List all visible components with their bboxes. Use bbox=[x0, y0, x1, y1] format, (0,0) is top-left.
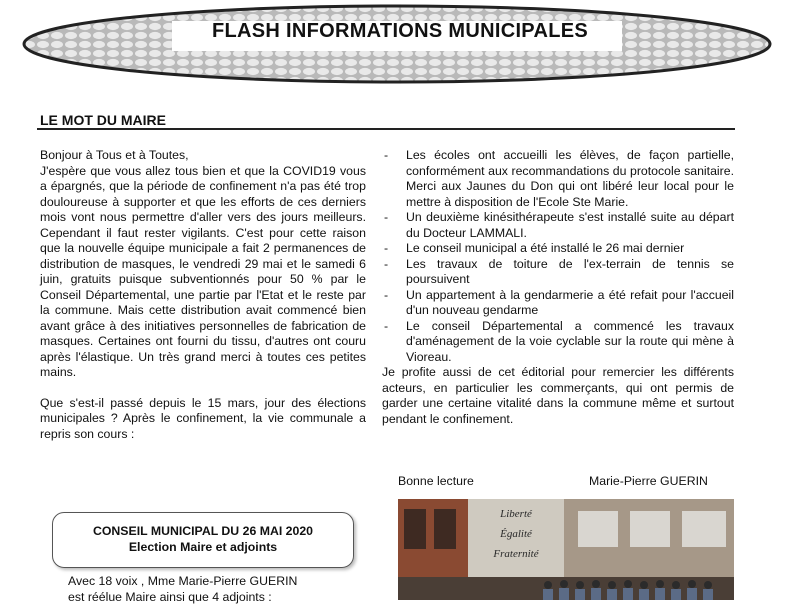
news-list bbox=[382, 148, 734, 365]
list-item-text: Un deuxième kinésithérapeute s'est installé suite au départ du Docteur LAMMALI. bbox=[406, 210, 734, 240]
list-item: - Un deuxième kinésithérapeute s'est installé suite au départ du Docteur LAMMALI. bbox=[382, 210, 734, 241]
council-box-subtitle: Election Maire et adjoints bbox=[53, 539, 353, 555]
list-item: - Les travaux de toiture de l'ex-terrain de tennis se poursuivent bbox=[382, 257, 734, 288]
list-item-text: Le conseil Départemental a commencé les travaux d'aménagement de la voie cyclable sur la route qui mène à Vioreau. bbox=[406, 319, 734, 364]
motto-text: Égalité bbox=[499, 528, 533, 540]
sign-off: Bonne lecture bbox=[398, 474, 474, 488]
council-box bbox=[52, 512, 354, 568]
list-item: - Un appartement à la gendarmerie a été refait pour l'accueil d'un nouveau gendarme bbox=[382, 288, 734, 319]
motto-text: Liberté bbox=[499, 508, 533, 520]
intro-paragraph: J'espère que vous allez tous bien et que la COVID19 vous a épargnés, que la période de confinement n'a pas été trop douloureuse à supporter et que les efforts de ces derniers mois vont nous permettre d'aller vers des jours meilleurs. Cependant il faut rester vigilants. C'est pour cette raison que la nouvelle équipe municipale a fait 2 permanences de distribution de masques, le vendredi 29 mai et le samedi 6 juin, gratuits puisque subventionnés pour 50 % par le Conseil Départemental, une partie par l'Etat et le reste par la commune. Mais cette distribution avait commencé bien avant grâce à des initiatives personnelles de fabrication de masques. Certaines ont fourni du tissu, d'autres ont couru après l'élastique. Un très grand merci à toutes ces petites mains. bbox=[40, 164, 366, 381]
left-column bbox=[40, 148, 366, 442]
motto-text: Fraternité bbox=[492, 548, 539, 560]
section-divider bbox=[37, 128, 735, 130]
list-item: - Le conseil municipal a été installé le 26 mai dernier bbox=[382, 241, 734, 257]
signature-name: Marie-Pierre GUERIN bbox=[589, 474, 708, 488]
vote-text bbox=[68, 574, 358, 605]
right-column bbox=[382, 148, 734, 427]
list-item-text: Le conseil municipal a été installé le 26 mai dernier bbox=[406, 241, 684, 255]
section-heading: LE MOT DU MAIRE bbox=[40, 112, 166, 128]
list-item-text: Un appartement à la gendarmerie a été refait pour l'accueil d'un nouveau gendarme bbox=[406, 288, 734, 318]
council-box-title: CONSEIL MUNICIPAL DU 26 MAI 2020 bbox=[53, 523, 353, 539]
greeting-text: Bonjour à Tous et à Toutes, bbox=[40, 148, 366, 164]
page-title: FLASH INFORMATIONS MUNICIPALES bbox=[0, 20, 800, 43]
list-item: - Les écoles ont accueilli les élèves, de façon partielle, conformément aux recommandations du protocole sanitaire. Merci aux Jaunes du Don qui ont libéré leur local pour le mettre à disposition de l'Ecole Ste Marie. bbox=[382, 148, 734, 210]
list-item-text: Les écoles ont accueilli les élèves, de façon partielle, conformément aux recommandations du protocole sanitaire. Merci aux Jaunes du Don qui ont libéré leur local pour le mettre à disposition de l'Ecole Ste Marie. bbox=[406, 148, 734, 209]
header-banner bbox=[22, 4, 772, 84]
events-paragraph: Que s'est-il passé depuis le 15 mars, jour des élections municipales ? Après le confinement, la vie communale a repris son cours : bbox=[40, 396, 366, 443]
list-item-text: Les travaux de toiture de l'ex-terrain de tennis se poursuivent bbox=[406, 257, 734, 287]
vote-line: Avec 18 voix , Mme Marie-Pierre GUERIN bbox=[68, 574, 358, 590]
list-item: - Le conseil Départemental a commencé les travaux d'aménagement de la voie cyclable sur la route qui mène à Vioreau. bbox=[382, 319, 734, 366]
town-hall-photo bbox=[398, 499, 734, 600]
closing-paragraph: Je profite aussi de cet éditorial pour remercier les différents acteurs, en particulier les commerçants, qui ont permis de garder une certaine vitalité dans la commune même et surtout pendant le confinement. bbox=[382, 365, 734, 427]
vote-line: est réélue Maire ainsi que 4 adjoints : bbox=[68, 590, 358, 605]
